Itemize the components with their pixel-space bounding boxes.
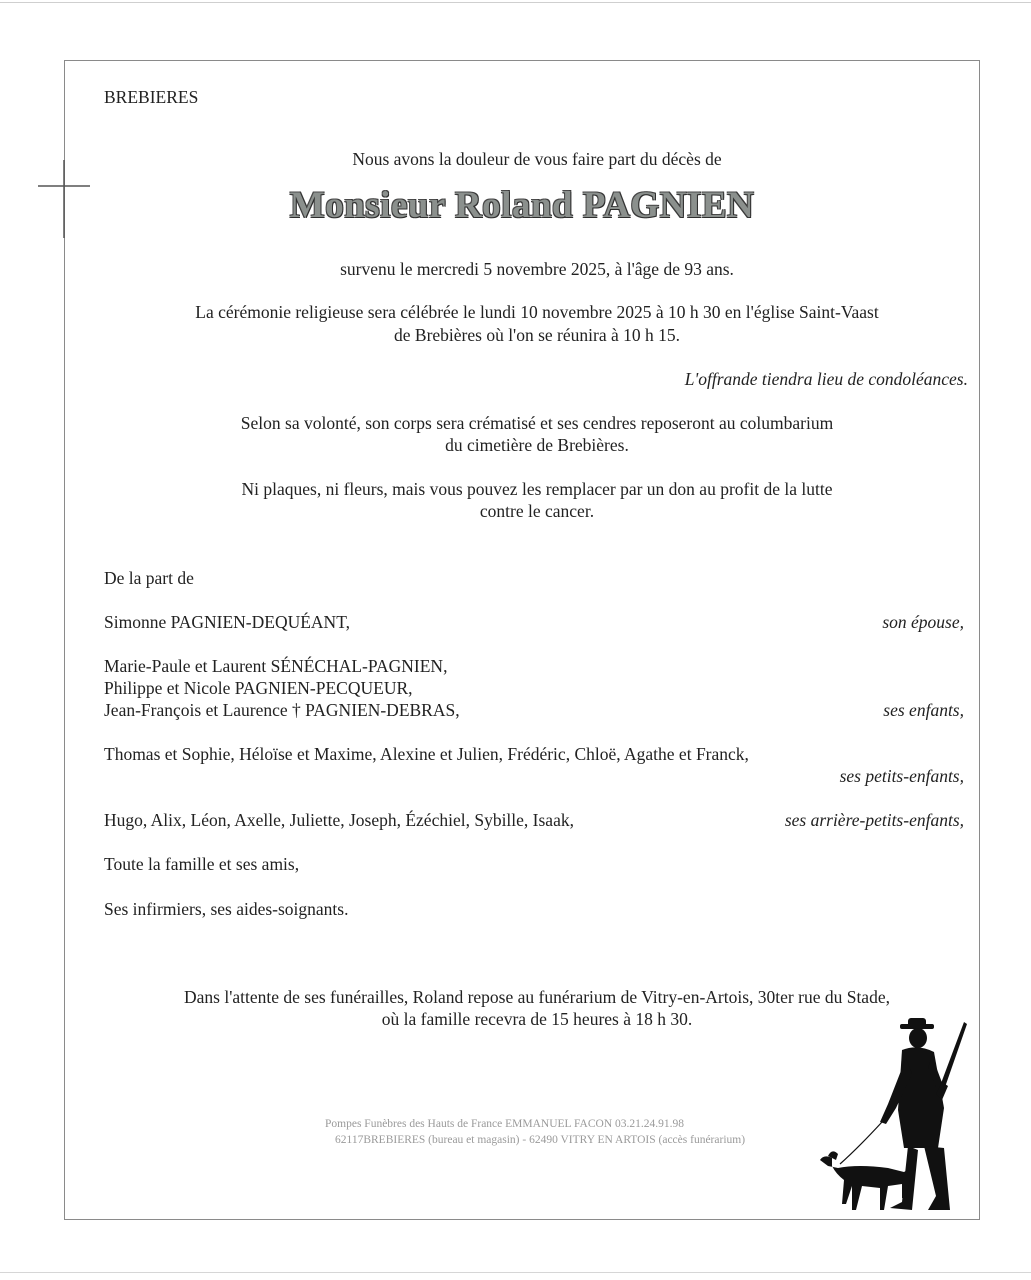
spouse-name: Simonne PAGNIEN-DEQUÉANT, — [104, 612, 350, 632]
family-friends-line: Toute la famille et ses amis, — [104, 854, 300, 874]
child-entry-2: Philippe et Nicole PAGNIEN-PECQUEUR, — [104, 678, 413, 698]
intro-line: Nous avons la douleur de vous faire part du décès de — [352, 149, 722, 169]
hunter-with-dog-silhouette-icon — [818, 1018, 968, 1218]
scan-top-edge — [0, 2, 1031, 3]
great-grandchildren-relation: ses arrière-petits-enfants, — [784, 810, 964, 830]
ceremony-line-1: La cérémonie religieuse sera célébrée le lundi 10 novembre 2025 à 10 h 30 en l'église Saint-Vaast — [195, 302, 879, 322]
spouse-relation: son épouse, — [882, 612, 964, 632]
donation-line-2: contre le cancer. — [479, 501, 595, 521]
great-grandchildren-names: Hugo, Alix, Léon, Axelle, Juliette, Joseph, Ézéchiel, Sybille, Isaak, — [104, 810, 574, 830]
ceremony-line-2: de Brebières où l'on se réunira à 10 h 15. — [394, 325, 680, 345]
visitation-line-1: Dans l'attente de ses funérailles, Roland repose au funérarium de Vitry-en-Artois, 30ter rue du Stade, — [184, 987, 890, 1007]
death-date-line: survenu le mercredi 5 novembre 2025, à l'âge de 93 ans. — [340, 259, 734, 279]
family-intro: De la part de — [104, 568, 194, 588]
scan-bottom-edge — [0, 1272, 1031, 1273]
wishes-line-2: du cimetière de Brebières. — [445, 435, 629, 455]
grandchildren-relation: ses petits-enfants, — [839, 766, 964, 786]
funeral-home-line-2: 62117BREBIERES (bureau et magasin) - 62490 VITRY EN ARTOIS (accès funérarium) — [335, 1134, 746, 1146]
wishes-line-1: Selon sa volonté, son corps sera crématisé et ses cendres reposeront au columbarium — [240, 413, 834, 433]
child-entry-1: Marie-Paule et Laurent SÉNÉCHAL-PAGNIEN, — [104, 656, 448, 676]
caregivers-line: Ses infirmiers, ses aides-soignants. — [104, 899, 349, 919]
children-relation: ses enfants, — [883, 700, 964, 720]
child-entry-3: Jean-François et Laurence † PAGNIEN-DEBRAS, — [104, 700, 460, 720]
deceased-name: Monsieur Roland PAGNIEN — [289, 185, 755, 226]
visitation-line-2: où la famille recevra de 15 heures à 18 h 30. — [381, 1009, 693, 1029]
funeral-home-line-1: Pompes Funèbres des Hauts de France EMMANUEL FACON 03.21.24.91.98 — [325, 1118, 685, 1130]
offering-note: L'offrande tiendra lieu de condoléances. — [684, 369, 968, 389]
grandchildren-names: Thomas et Sophie, Héloïse et Maxime, Alexine et Julien, Frédéric, Chloë, Agathe et Franck, — [104, 744, 749, 764]
town-header: BREBIERES — [104, 87, 199, 107]
donation-line-1: Ni plaques, ni fleurs, mais vous pouvez les remplacer par un don au profit de la lutte — [241, 479, 833, 499]
